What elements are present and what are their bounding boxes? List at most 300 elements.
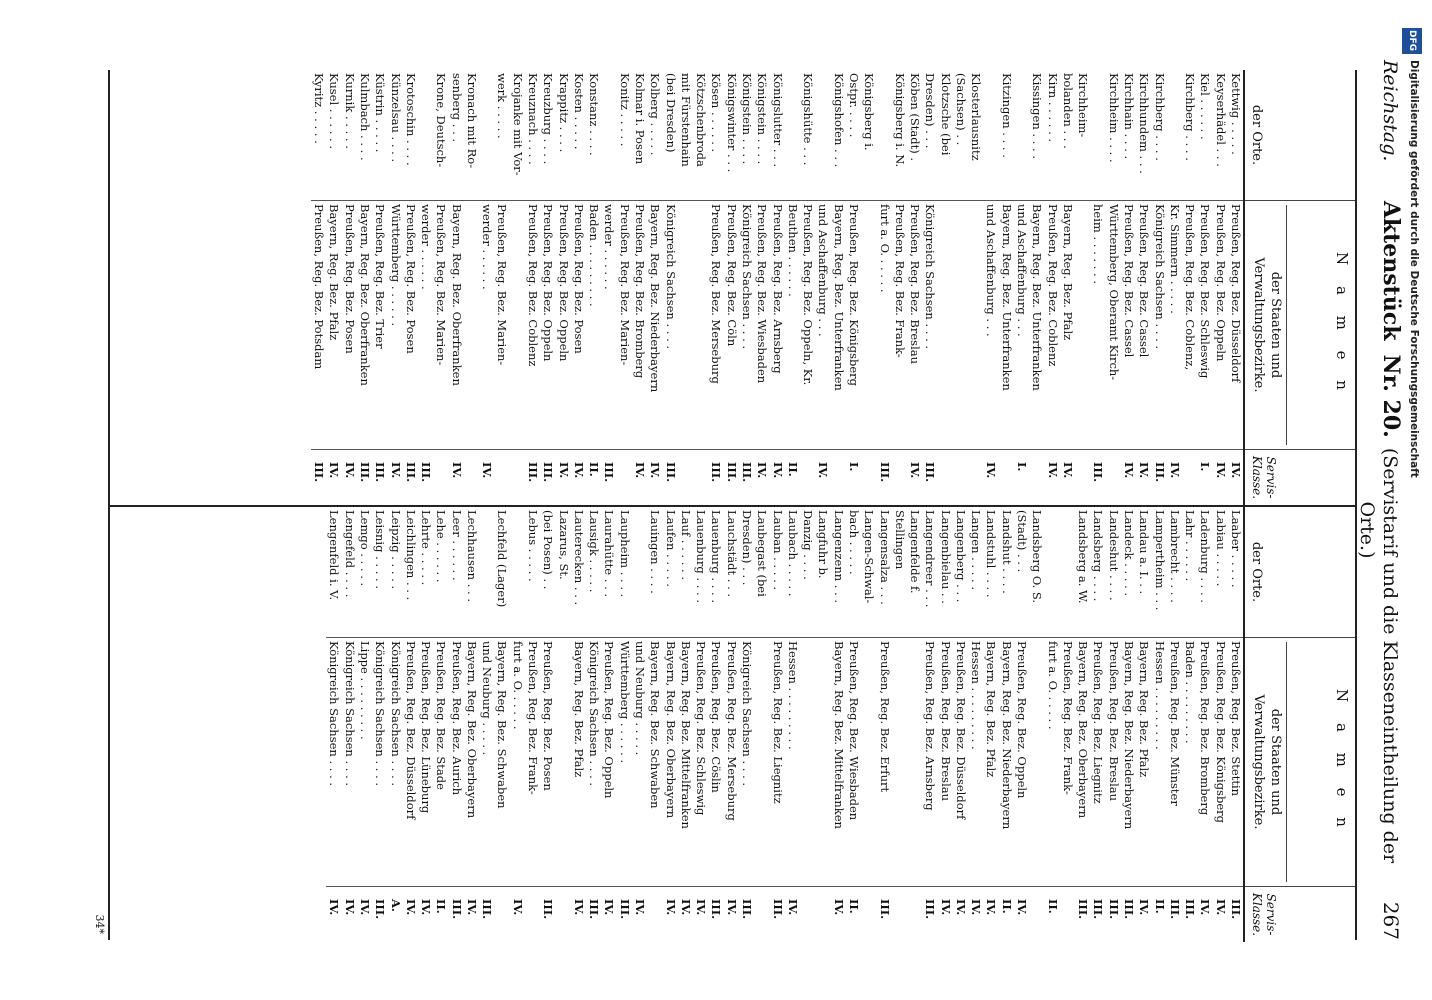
state-district: Bayern, Reg. Bez. Niederbayern (647, 200, 662, 450)
table-row (1029, 70, 1044, 505)
table-row (662, 507, 677, 942)
place-name: Königshofen . . . (831, 73, 846, 168)
servis-class: III. (724, 462, 739, 483)
table-row (1212, 507, 1227, 942)
place-name: Königsberg i. (862, 73, 877, 151)
servis-class: III. (541, 462, 556, 483)
state-district: Preußen, Reg. Bez. Erfurt (876, 637, 891, 887)
state-district: Preußen, Reg. Bez. Marien- (494, 200, 509, 450)
servis-class: III. (1152, 462, 1167, 483)
table-row (586, 70, 601, 505)
table-row (510, 507, 525, 942)
state-district: Preußen, Reg. Bez. Aurich (448, 637, 463, 887)
servis-class: IV. (633, 899, 648, 916)
servis-class: III. (312, 462, 327, 483)
state-district: Bayern, Reg. Bez. Oberbayern (662, 637, 677, 887)
place-name: Landsberg a. W. (1076, 510, 1091, 604)
place-name: Kurnik . . . . . (342, 73, 357, 149)
state-district: Preußen, Reg. Bez. Liegnitz (769, 637, 784, 887)
table-row (876, 70, 891, 505)
place-name (983, 70, 998, 200)
state-district: Preußen, Reg. Bez. Oppeln (1014, 637, 1029, 887)
table-row (510, 70, 525, 505)
state-district (555, 637, 570, 887)
state-district: Preußen, Reg. Bez. Frank- (1060, 637, 1075, 887)
state-district: Preußen, Reg. Bez. Oppeln (555, 200, 570, 450)
table-row (754, 70, 769, 505)
servis-class: IV. (831, 899, 846, 916)
place-name: Stellingen (892, 510, 907, 570)
place-name: Kirchheim- (1076, 73, 1091, 138)
state-district: Bayern, Reg. Bez. Mittelfranken (678, 637, 693, 887)
servis-class: IV. (953, 899, 968, 916)
state-district: Bayern, Reg. Bez. Schwaben (494, 637, 509, 887)
servis-class: III. (877, 462, 892, 483)
table-row (1136, 70, 1151, 505)
table-row (723, 70, 738, 505)
servis-class (1075, 450, 1090, 505)
state-district: Preußen, Reg. Bez. Wiesbaden (846, 637, 861, 887)
table-row (433, 70, 448, 505)
servis-class: III. (373, 899, 388, 920)
servis-class: II. (999, 899, 1014, 914)
place-name: Königshütte . . . (801, 73, 816, 166)
state-district: Preußen, Reg. Bez. Bromberg (632, 200, 647, 450)
table-row (953, 70, 968, 505)
header-staaten: der Staaten und Verwaltungsbezirke. (1249, 642, 1287, 882)
servis-class: III. (526, 462, 541, 483)
servis-class: IV. (1167, 462, 1182, 479)
servis-class: IV. (969, 899, 984, 916)
table-row (815, 507, 830, 942)
place-name: Lechhausen . . . (464, 510, 479, 603)
table-row (555, 70, 570, 505)
place-name: werk . . . . . (495, 73, 510, 139)
dfg-logo-icon: DFG (1402, 28, 1422, 54)
place-name: mit Fürstenhain (678, 73, 693, 167)
table-row (1228, 70, 1243, 505)
place-name (632, 507, 647, 637)
place-name: Langenbielau . . (938, 510, 953, 604)
place-name: Kyritz . . . . . (312, 73, 327, 144)
table-row (357, 507, 372, 942)
servis-class (1029, 887, 1044, 942)
servis-class: IV. (1137, 462, 1152, 479)
place-name: Leipzig . . . . . (388, 510, 403, 590)
servis-class: IV. (464, 899, 479, 916)
state-district: Preußen, Reg. Bez. Frank- (525, 637, 540, 887)
state-district: Preußen, Reg. Bez. Marien- (616, 200, 631, 450)
state-district: Preußen, Reg. Bez. Oppeln, Kr. (800, 200, 815, 450)
servis-class (968, 450, 983, 505)
servis-class: III. (357, 462, 372, 483)
place-name: Kreuzburg . . . . (541, 73, 556, 165)
state-district: furt a. O. . . . . . (510, 637, 525, 887)
table-body-right (110, 507, 1243, 942)
state-district: Württemberg . . . . . . (387, 200, 402, 450)
place-name (1014, 70, 1029, 200)
table-row (525, 70, 540, 505)
place-name: Lambrecht . . . . (1167, 510, 1182, 603)
servis-class: IV. (816, 462, 831, 479)
table-row (1014, 507, 1029, 942)
state-district: Preußen, Reg. Bez. Posen (540, 637, 555, 887)
servis-class (937, 450, 952, 505)
header-left: Reichstag. (1379, 60, 1401, 162)
servis-class: III. (1091, 462, 1106, 483)
place-name: Kulmbach . . . . (357, 73, 372, 161)
place-name: Kronach mit Ro- (464, 73, 479, 169)
servis-class: II. (1152, 899, 1167, 914)
state-district: furt a. O. . . . . . (876, 200, 891, 450)
table-row (769, 70, 784, 505)
servis-class: IV. (480, 462, 495, 479)
place-name: Laurahütte . . . (602, 510, 617, 598)
state-district: Bayern, Reg. Bez. Mittelfranken (830, 637, 845, 887)
state-district: und Aschaffenburg . . . (1014, 200, 1029, 450)
servis-class: IV. (342, 462, 357, 479)
header-namen (1245, 200, 1355, 450)
page-number: 267 (1379, 901, 1403, 940)
state-district: Bayern, Reg. Bez. Pfalz (571, 637, 586, 887)
table-row (601, 507, 616, 942)
state-district: Lippe . . . . . . . . . (357, 637, 372, 887)
servis-class: III. (740, 899, 754, 920)
table-row (1182, 70, 1197, 505)
place-name: Königswinter . . . (724, 73, 739, 173)
servis-class (815, 887, 830, 942)
table-row (1075, 70, 1090, 505)
servis-class: IV. (785, 899, 800, 916)
table-row (983, 70, 998, 505)
state-district: Preußen, Reg. Bez. Cöslin (708, 637, 723, 887)
place-name: Lauenburg . . . . (694, 510, 709, 603)
servis-class: III. (923, 462, 938, 483)
place-name: Danzig . . . . (801, 510, 816, 580)
table-row (1014, 70, 1029, 505)
table-row (922, 70, 937, 505)
place-name: Kissingen . . . . (1030, 73, 1045, 159)
table-row (372, 507, 387, 942)
state-district: Preußen, Reg. Bez. Schleswig (1197, 200, 1212, 450)
place-name: Langenfelde f. (908, 510, 923, 594)
place-name (418, 70, 433, 200)
servis-class: III. (373, 462, 388, 483)
state-district (693, 200, 708, 450)
header-number: Nr. 20. (1378, 354, 1404, 438)
table-row (861, 507, 876, 942)
table-row (1167, 507, 1182, 942)
servis-class: III. (1076, 899, 1091, 920)
state-district: Preußen, Reg. Bez. Posen (341, 200, 356, 450)
servis-class: I. (846, 462, 861, 472)
state-district: Preußen, Reg. Bez. Liegnitz (1090, 637, 1105, 887)
servis-class: III. (617, 899, 632, 920)
state-district (510, 200, 525, 450)
servis-class: IV. (678, 899, 693, 916)
table-row (1228, 507, 1243, 942)
servis-class: IV. (755, 462, 770, 479)
place-name: Langensalza . . . (877, 510, 892, 605)
state-district (861, 637, 876, 887)
state-district: Preußen, Reg. Bez. Stettin (1228, 637, 1243, 887)
table-row (418, 70, 433, 505)
servis-class: III. (877, 899, 892, 920)
state-district: Bayern, Reg. Bez. Pfalz (1060, 200, 1075, 450)
state-district: Preußen, Reg. Bez. Cassel (1136, 200, 1151, 450)
servis-class: IV. (1213, 899, 1228, 916)
table-row (693, 70, 708, 505)
servis-class (525, 887, 540, 942)
servis-class: II. (434, 899, 449, 914)
place-name: bach . . . . . (846, 510, 861, 575)
place-name: Kirchberg . . . . (1152, 73, 1167, 161)
table-row (616, 507, 631, 942)
place-name: Keyserhädel . . . (1213, 73, 1228, 167)
place-name: Kreuznach . . . . (526, 73, 541, 165)
state-district: werder . . . . . . (479, 200, 494, 450)
table-row (1121, 70, 1136, 505)
servis-class: IV. (419, 899, 434, 916)
table-row (1182, 507, 1197, 942)
state-district: Bayern, Reg. Bez. Oberfranken (357, 200, 372, 450)
place-name (815, 70, 830, 200)
table-row (1090, 507, 1105, 942)
state-district (754, 637, 769, 887)
table-row (433, 507, 448, 942)
table-row (678, 507, 693, 942)
state-district: Preußen, Reg. Bez. Frank- (892, 200, 907, 450)
state-district: Bayern, Reg. Bez. Oberbayern (1075, 637, 1090, 887)
table-row (678, 70, 693, 505)
servis-class (800, 887, 815, 942)
table-row (448, 507, 463, 942)
place-name: Lahr . . . . . . (1183, 510, 1198, 582)
table-row (387, 70, 402, 505)
place-name: Köben (Stadt) . (908, 73, 923, 162)
servis-class: III. (709, 899, 724, 920)
servis-class: III. (923, 899, 938, 920)
place-name: Lampertheim . . . (1152, 510, 1167, 611)
place-name: Labiau . . . . . (1213, 510, 1228, 587)
state-district: Württemberg . . . . . . (616, 637, 631, 887)
servis-class: A. (388, 899, 403, 912)
state-district (800, 637, 815, 887)
header-orte: der Orte. (1249, 541, 1264, 603)
table-row (1151, 70, 1166, 505)
place-name: Konstanz . . . . (587, 73, 602, 156)
servis-class (907, 887, 922, 942)
place-name: Landeck . . . . . (1122, 510, 1137, 597)
table-row (907, 70, 922, 505)
servis-class (754, 887, 769, 942)
place-name: Kettwig . . . . . (1229, 73, 1243, 155)
servis-class: IV. (724, 899, 739, 916)
table-row (708, 70, 723, 505)
servis-class: IV. (449, 462, 464, 479)
table-row (418, 507, 433, 942)
place-name: Langendreer . . . (923, 510, 938, 608)
place-name (1044, 507, 1059, 637)
servis-class: III. (602, 462, 617, 483)
servis-class (1105, 450, 1120, 505)
place-name: Kirchheim . . . . (1106, 73, 1121, 163)
servis-class: II. (846, 899, 861, 914)
place-name: Kolberg . . . . . (648, 73, 663, 156)
table-row (1029, 507, 1044, 942)
table-row (540, 70, 555, 505)
table-row (571, 70, 586, 505)
table-row (1075, 507, 1090, 942)
place-name: Lehrte . . . . . (419, 510, 434, 586)
servis-class (464, 450, 479, 505)
servis-class: IV. (1198, 899, 1213, 916)
state-district: und Neuburg . . . . . (479, 637, 494, 887)
place-name: bolanden . . . (1060, 73, 1075, 149)
state-district: Bayern, Reg. Bez. Unterfranken (830, 200, 845, 450)
servis-class: IV. (648, 462, 663, 479)
table-row (785, 70, 800, 505)
servis-class: IV. (327, 899, 342, 916)
place-name: Kösen . . . . . . (709, 73, 724, 153)
servis-class: IV. (556, 462, 571, 479)
table-row (586, 507, 601, 942)
place-name: Landshut . . . . (999, 510, 1014, 594)
table-row (922, 507, 937, 942)
header-staaten: der Staaten und Verwaltungsbezirke. (1249, 205, 1287, 445)
servis-class: III. (587, 899, 602, 920)
state-district: Königreich Sachsen . . . . (662, 200, 677, 450)
servis-class: IV. (571, 899, 586, 916)
place-name: Lengefeld . . . . (342, 510, 357, 598)
table-row (1044, 507, 1059, 942)
servis-class: IV. (327, 462, 342, 479)
servis-class: III. (449, 899, 464, 920)
place-name: Klosterlausnitz (969, 73, 984, 161)
state-district: Preußen, Reg. Bez. Breslau (937, 637, 952, 887)
table-row (907, 507, 922, 942)
state-district (464, 200, 479, 450)
state-district: Königreich Sachsen . . . . (1151, 200, 1166, 450)
table-row (968, 507, 983, 942)
servis-class: IV. (694, 899, 709, 916)
state-district (815, 637, 830, 887)
servis-class (1060, 887, 1075, 942)
state-district: Preußen, Reg. Bez. Breslau (1105, 637, 1120, 887)
servis-class (861, 450, 876, 505)
state-district: Preußen, Reg. Bez. Breslau (907, 200, 922, 450)
place-name: Lauenburg . . . . (709, 510, 724, 603)
place-name: Krotoschin . . . . (403, 73, 418, 166)
servis-class (892, 450, 907, 505)
place-name: Landstuhl . . . . (984, 510, 999, 598)
table-row (937, 70, 952, 505)
servis-class: IV. (633, 462, 648, 479)
state-district: Bayern, Reg. Bez. Unterfranken (999, 200, 1014, 450)
state-district: werder . . . . . . (601, 200, 616, 450)
servis-class: III. (770, 899, 785, 920)
table-row (876, 507, 891, 942)
state-district: Bayern, Reg. Bez. Niederbayern (1121, 637, 1136, 887)
servis-class: III. (1106, 899, 1121, 920)
table-row (693, 507, 708, 942)
table-row (647, 507, 662, 942)
servis-class: IV. (770, 462, 785, 479)
table-row (555, 507, 570, 942)
state-district: Bayern, Reg. Bez. Pfalz (326, 200, 341, 450)
servis-class: I. (1198, 462, 1213, 472)
table-row (815, 70, 830, 505)
servis-class (800, 450, 815, 505)
place-name: Landsberg . . . . (1091, 510, 1106, 602)
servis-class: IV. (403, 899, 418, 916)
place-name: Leisnig . . . . . (373, 510, 388, 590)
state-district: Preußen, Reg. Bez. Cassel (1121, 200, 1136, 450)
state-district: Königreich Sachsen . . . . (922, 200, 937, 450)
servis-class: III. (403, 462, 418, 483)
state-district: Baden . . . . . . . . . (1182, 637, 1197, 887)
header-suffix: (Servistarif und die Klasseneintheilung der Orte.) (1356, 447, 1401, 864)
table-row (800, 70, 815, 505)
table-row (1136, 507, 1151, 942)
servis-class (830, 450, 845, 505)
servis-class (861, 887, 876, 942)
table-row (953, 507, 968, 942)
place-name: Laubegast (bei (755, 510, 770, 597)
table-row (999, 507, 1014, 942)
table-row (1151, 507, 1166, 942)
table-row (708, 507, 723, 942)
state-district: Preußen, Reg. Bez. Wiesbaden (754, 200, 769, 450)
servis-class: III. (1122, 899, 1137, 920)
servis-class (1029, 450, 1044, 505)
state-district: Königreich Sachsen . . . . (586, 637, 601, 887)
state-district (678, 200, 693, 450)
table-row (326, 507, 341, 942)
state-district: Preußen, Reg. Bez. Marien- (433, 200, 448, 450)
place-name: Langen . . . . . (969, 510, 984, 591)
table-row (800, 507, 815, 942)
place-name: Lauchstädt . . . (724, 510, 739, 598)
state-district: Preußen, Reg. Bez. Coblenz (525, 200, 540, 450)
state-district: Preußen, Reg. Bez. Arnsberg (922, 637, 937, 887)
servis-class: IV. (1229, 462, 1243, 479)
state-district: Bayern, Reg. Bez. Oberfranken (448, 200, 463, 450)
table-row (1044, 70, 1059, 505)
servis-class: IV. (357, 899, 372, 916)
place-name: Lauf . . . . . . (678, 510, 693, 581)
table-row (1060, 70, 1075, 505)
servis-class: III. (1229, 899, 1243, 920)
table-row (1212, 70, 1227, 505)
table-row (494, 70, 509, 505)
table-row (647, 70, 662, 505)
place-name: Laupheim . . . . (617, 510, 632, 598)
state-district: Bayern, Reg. Bez. Oberbayern (464, 637, 479, 887)
servis-class (678, 450, 693, 505)
table-row (983, 507, 998, 942)
state-district (861, 200, 876, 450)
state-district: Preußen, Reg. Bez. Coblenz, (1182, 200, 1197, 450)
place-name: senberg . . . (449, 73, 464, 143)
state-district: Preußen, Reg. Bez. Posen (571, 200, 586, 450)
table-row (387, 507, 402, 942)
place-name: Kusel . . . . . . (327, 73, 342, 149)
table-row (403, 70, 418, 505)
table-row (1090, 70, 1105, 505)
table-row (540, 507, 555, 942)
place-name: Kirchhundem . . . (1137, 73, 1152, 174)
